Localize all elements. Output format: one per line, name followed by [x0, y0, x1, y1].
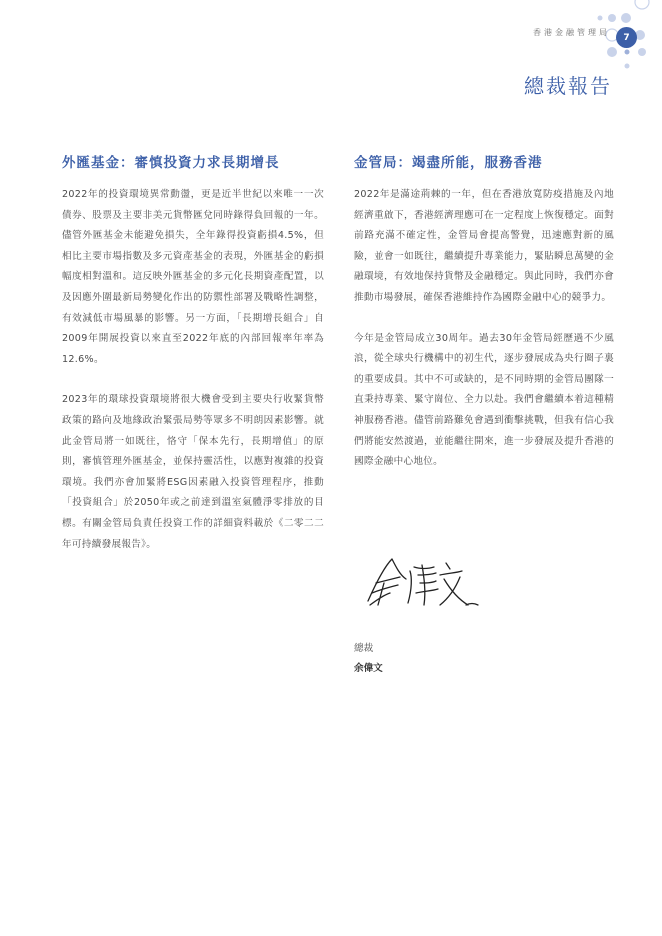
organization-name: 香港金融管理局 [533, 28, 610, 37]
signatory-title: 總裁 [354, 643, 374, 654]
handwritten-signature [362, 553, 482, 613]
page-number: 7 [616, 27, 637, 48]
signatory-name: 余偉文 [354, 663, 383, 674]
section-title: 總裁報告 [524, 74, 612, 98]
decorative-dot [625, 50, 630, 55]
right-heading: 金管局：竭盡所能，服務香港 [354, 155, 543, 171]
left-heading: 外匯基金：審慎投資力求長期增長 [62, 155, 280, 171]
decorative-dot [621, 13, 631, 23]
right-paragraph-1: 2022年是滿途荊棘的一年，但在香港放寬防疫措施及內地經濟重啟下，香港經濟理應可在一定程度上恢復穩定。面對前路充滿不確定性，金管局會提高警覺，迅速應對新的風險，並會一如既往，繼續提升專業能力，緊貼瞬息萬變的金融環境，有效地保持貨幣及金融穩定。與此同時，我們亦會推動市場發展，確保香港維持作為國際金融中心的競爭力。 [354, 189, 614, 303]
right-column [354, 153, 614, 493]
decorative-dot [598, 16, 603, 21]
left-paragraph-1: 2022年的投資環境異常動盪，更是近半世紀以來唯一一次債券、股票及主要非美元貨幣匯兌同時錄得負回報的一年。儘管外匯基金未能避免損失，全年錄得投資虧損4.5%，但相比主要市場指數及多元資產基金的表現，外匯基金的虧損幅度相對溫和。這反映外匯基金的多元化長期資產配置，以及因應外圍最新局勢變化作出的防禦性部署及戰略性調整，有效減低市場風暴的影響。另一方面，「長期增長組合」自2009年開展投資以來直至2022年底的內部回報率年率為12.6%。 [62, 189, 324, 365]
decorative-dot [607, 47, 617, 57]
left-paragraph-2: 2023年的環球投資環境將很大機會受到主要央行收緊貨幣政策的路向及地緣政治緊張局勢等眾多不明朗因素影響。就此金管局將一如既往，恪守「保本先行，長期增值」的原則，審慎管理外匯基金，並保持靈活性，以應對複雜的投資環境。我們亦會加緊將ESG因素融入投資管理程序，推動「投資組合」於2050年或之前達到溫室氣體淨零排放的目標。有關金管局負責任投資工作的詳細資料載於《二零二二年可持續發展報告》。 [62, 394, 324, 550]
decorative-dot [638, 48, 646, 56]
decorative-dot [625, 64, 630, 69]
left-column [62, 153, 324, 575]
decorative-dot [635, 0, 649, 9]
right-paragraph-2: 今年是金管局成立30周年。過去30年金管局經歷過不少風浪，從全球央行機構中的初生代，逐步發展成為央行圈子裏的重要成員。其中不可或缺的，是不同時期的金管局團隊一直秉持專業、緊守崗位、全力以赴。我們會繼續本着這種精神服務香港。儘管前路難免會遇到衝擊挑戰，但我有信心我們將能安然渡過，並能繼往開來，進一步發展及提升香港的國際金融中心地位。 [354, 332, 614, 468]
decorative-dot [608, 14, 616, 22]
